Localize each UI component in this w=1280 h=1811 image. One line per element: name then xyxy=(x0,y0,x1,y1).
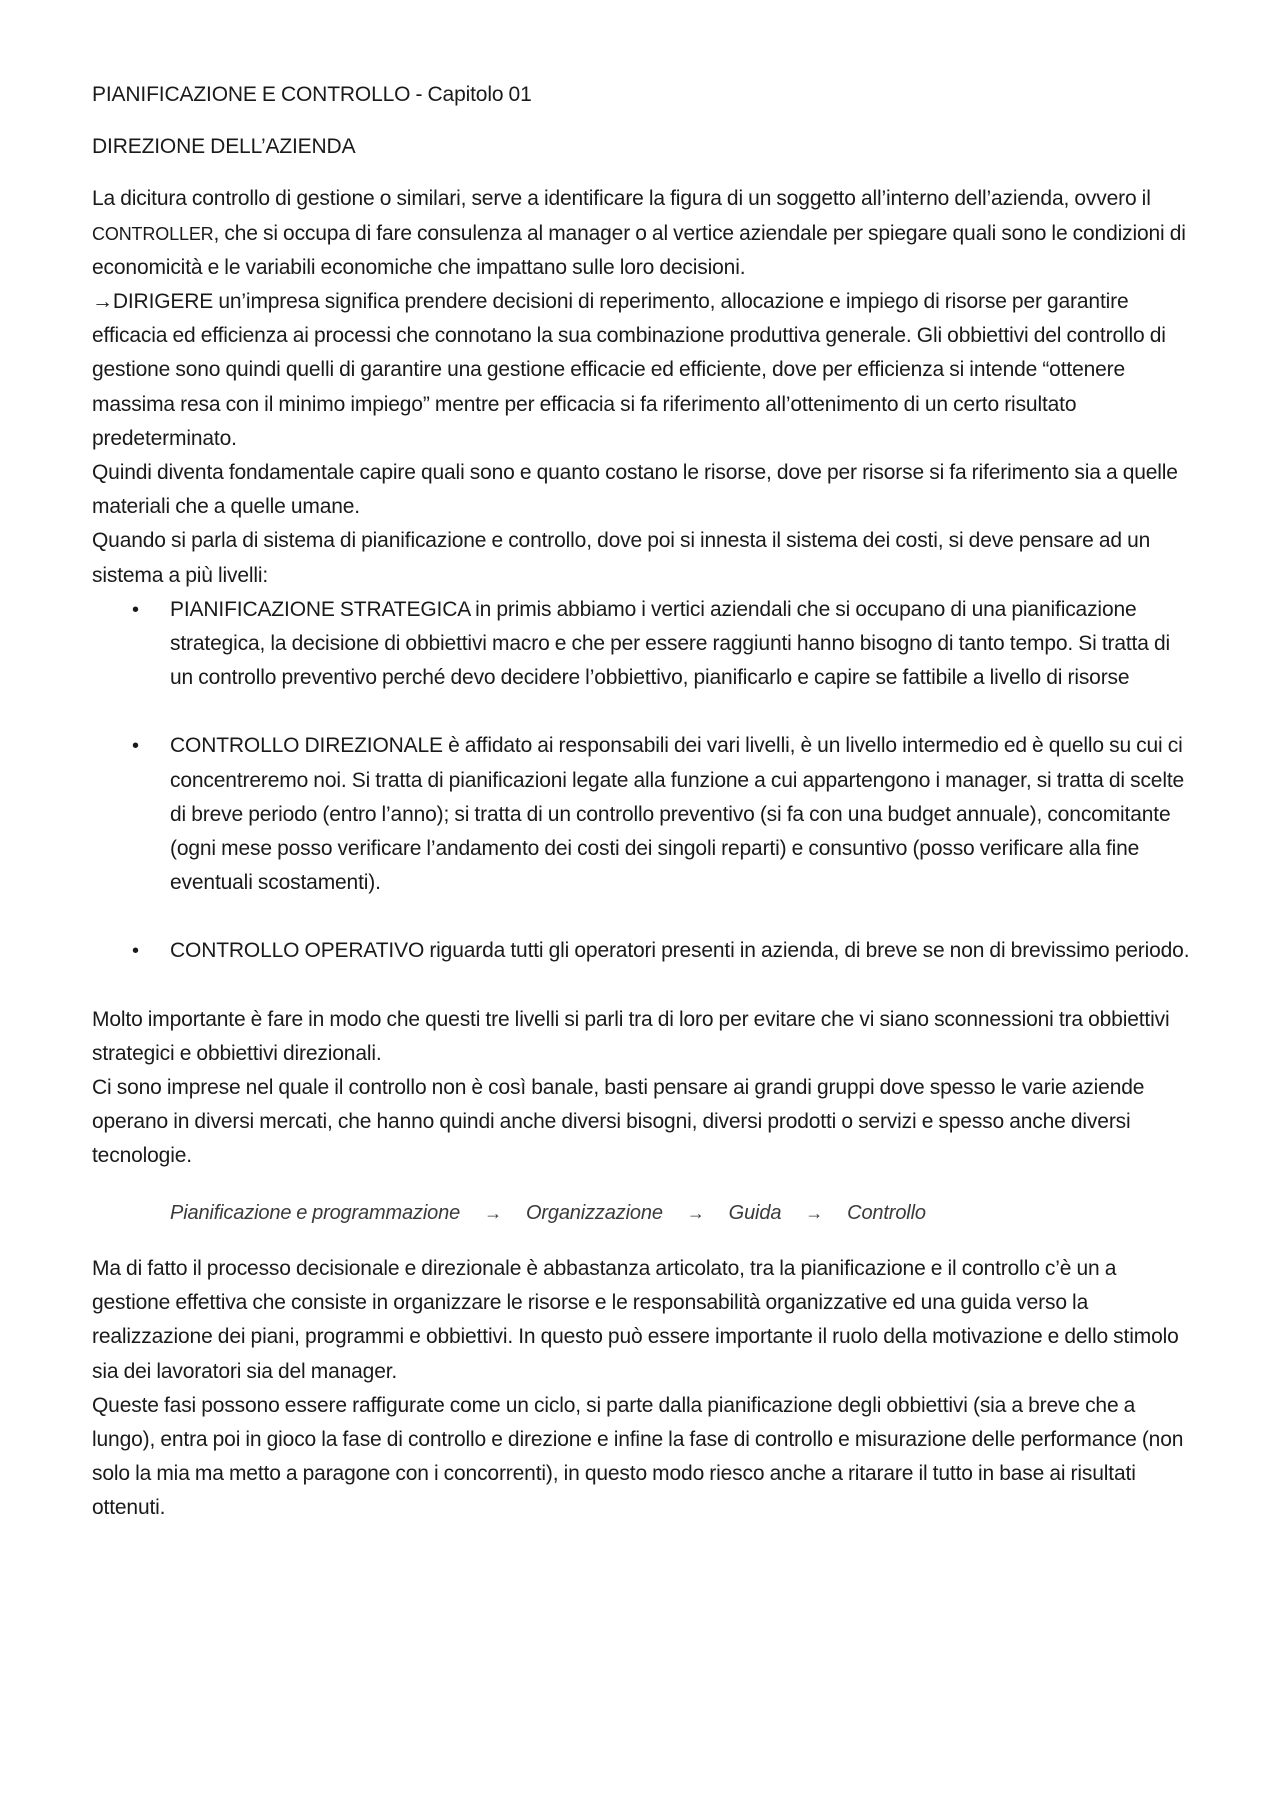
flow-step-control: Controllo xyxy=(847,1201,926,1224)
document-page xyxy=(92,78,1197,1526)
bullet-icon: • xyxy=(132,735,139,758)
intro-text-before: La dicitura controllo di gestione o similari, serve a identificare la figura di un soggetto all’interno dell’azienda, ovvero il xyxy=(92,187,1151,211)
flow-step-guidance: Guida xyxy=(728,1201,782,1224)
list-item-strategic-planning xyxy=(92,593,1197,696)
dirigere-paragraph: →DIRIGERE un’impresa significa prendere decisioni di reperimento, allocazione e impiego di risorse per garantire efficacia ed efficienza ai processi che connotano la sua combinazione produttiva generale. Gli obbiettivi del controllo di gestione sono quindi quelli di garantire una gestione efficacie ed efficiente, dove per efficienza si intende “ottenere massima resa con il minimo impiego” mentre per efficacia si fa riferimento all’ottenimento di un certo risultato predeterminato. xyxy=(92,290,1166,450)
livelli-paragraph: Molto importante è fare in modo che questi tre livelli si parli tra di loro per evitare che vi siano sconnessioni tra obbiettivi strategici e obbiettivi direzionali. xyxy=(92,1007,1170,1065)
arrow-right-icon: → xyxy=(805,1202,824,1223)
list-item-text: CONTROLLO DIREZIONALE è affidato ai responsabili dei vari livelli, è un livello intermedio ed è quello su cui ci concentreremo noi. Si tratta di pianificazioni legate alla funzione a cui appartengono i manager, si tratta di scelte di breve periodo (entro l’anno); si tratta di un controllo preventivo (si fa con una budget annuale), concomitante (ogni mese posso verificare l’andamento dei costi dei singoli reparti) e consuntivo (posso verificare alla fine eventuali scostamenti). xyxy=(170,734,1185,895)
list-item-operational-control xyxy=(92,934,1197,968)
section-title: DIREZIONE DELL’AZIENDA xyxy=(92,135,356,159)
list-item-directional-control xyxy=(92,729,1197,900)
intro-paragraph xyxy=(92,182,1197,285)
arrow-right-icon: → xyxy=(686,1202,705,1223)
sistema-paragraph: Quando si parla di sistema di pianificazione e controllo, dove poi si innesta il sistema dei costi, si deve pensare ad un sistema a più livelli: xyxy=(92,529,1151,587)
risorse-paragraph: Quindi diventa fondamentale capire quali sono e quanto costano le risorse, dove per risorse si fa riferimento sia a quelle materiali che a quelle umane. xyxy=(92,461,1178,519)
arrow-right-icon: → xyxy=(484,1202,502,1223)
intro-text-after: , che si occupa di fare consulenza al manager o al vertice aziendale per spiegare quali sono le condizioni di economicità e le variabili economiche che impattano sulle loro decisioni. xyxy=(92,221,1186,279)
document-title: PIANIFICAZIONE E CONTROLLO - Capitolo 01 xyxy=(92,83,532,106)
controller-term: CONTROLLER xyxy=(92,223,214,244)
flow-step-organization: Organizzazione xyxy=(525,1201,663,1224)
imprese-paragraph: Ci sono imprese nel quale il controllo non è così banale, basti pensare ai grandi gruppi dove spesso le varie aziende operano in diversi mercati, che hanno quindi anche diversi bisogni, diversi prodotti o servizi e spesso anche diversi tecnologie. xyxy=(92,1076,1145,1168)
flow-step-planning: Pianificazione e programmazione xyxy=(170,1201,461,1224)
processo-paragraph: Ma di fatto il processo decisionale e direzionale è abbastanza articolato, tra la pianificazione e il controllo c’è un a gestione effettiva che consiste in organizzare le risorse e le responsabilità organizzative ed una guida verso la realizzazione dei piani, programmi e obbiettivi. In questo può essere importante il ruolo della motivazione e dello stimolo sia dei lavoratori sia del manager. xyxy=(92,1256,1179,1383)
ciclo-paragraph: Queste fasi possono essere raffigurate come un ciclo, si parte dalla pianificazione degli obbiettivi (sia a breve che a lungo), entra poi in gioco la fase di controllo e direzione e infine la fase di controllo e misurazione delle performance (non solo la mia ma metto a paragone con i concorrenti), in questo modo riesco anche a ritarare il tutto in base ai risultati ottenuti. xyxy=(92,1393,1184,1520)
levels-list xyxy=(92,593,1197,969)
list-item-text: PIANIFICAZIONE STRATEGICA in primis abbiamo i vertici aziendali che si occupano di una pianificazione strategica, la decisione di obbiettivi macro e che per essere raggiunti hanno bisogno di tanto tempo. Si tratta di un controllo preventivo perché devo decidere l’obbiettivo, pianificarlo e capire se fattibile a livello di risorse xyxy=(170,597,1170,690)
bullet-icon: • xyxy=(132,940,139,963)
spacer xyxy=(92,969,1197,1003)
bullet-icon: • xyxy=(132,598,139,621)
process-flow xyxy=(170,1196,1197,1230)
list-item-text: CONTROLLO OPERATIVO riguarda tutti gli operatori presenti in azienda, di breve se non di brevissimo periodo. xyxy=(170,939,1190,963)
